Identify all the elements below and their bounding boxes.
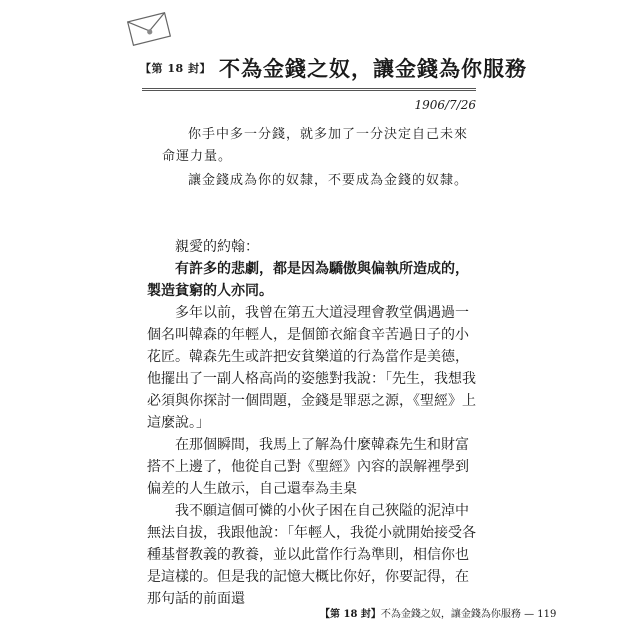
letter-body xyxy=(147,236,477,610)
footer-chapter-tag: 【第 18 封】 xyxy=(320,609,381,620)
chapter-tag: 【第 18 封】 xyxy=(140,62,211,75)
epigraph-quote-1: 你手中多一分錢，就多加了一分決定自己未來命運力量。 xyxy=(162,127,469,164)
chapter-header xyxy=(140,50,527,86)
letter-date: 1906/7/26 xyxy=(414,98,476,112)
chapter-title: 不為金錢之奴，讓金錢為你服務 xyxy=(218,56,527,81)
page-footer xyxy=(320,605,557,620)
epigraph-quote-2: 讓金錢成為你的奴隸，不要成為金錢的奴隸。 xyxy=(188,173,469,188)
bold-lead-paragraph: 有許多的悲劇，都是因為驕傲與偏執所造成的，製造貧窮的人亦同。 xyxy=(147,261,469,299)
body-paragraph: 我不願這個可憐的小伙子困在自己狹隘的泥淖中無法自拔，我跟他說：「年輕人，我從小就開始接受各種基督教義的教養，並以此當作行為準則，相信你也是這樣的。但是我的記憶大概比你好，你要記得，在那句話的前面還 xyxy=(147,503,476,607)
page-number: — 119 xyxy=(524,609,557,620)
footer-title: 不為金錢之奴，讓金錢為你服務 xyxy=(380,609,521,620)
body-paragraph: 在那個瞬間，我馬上了解為什麼韓森先生和財富搭不上邊了，他從自己對《聖經》內容的誤解裡學到偏差的人生啟示，自己還奉為圭臬 xyxy=(147,437,469,497)
envelope-icon xyxy=(126,8,172,50)
body-paragraph: 多年以前，我曾在第五大道浸理會教堂偶遇過一個名叫韓森的年輕人，是個節衣縮食辛苦過日子的小花匠。韓森先生或許把安貧樂道的行為當作是美德，他擺出了一副人格高尚的姿態對我說：「先生，我想我必須與你探討一個問題，金錢是罪惡之源，《聖經》上這麼說。」 xyxy=(147,305,476,431)
salutation: 親愛的約翰： xyxy=(175,239,259,255)
header-divider xyxy=(142,88,476,91)
